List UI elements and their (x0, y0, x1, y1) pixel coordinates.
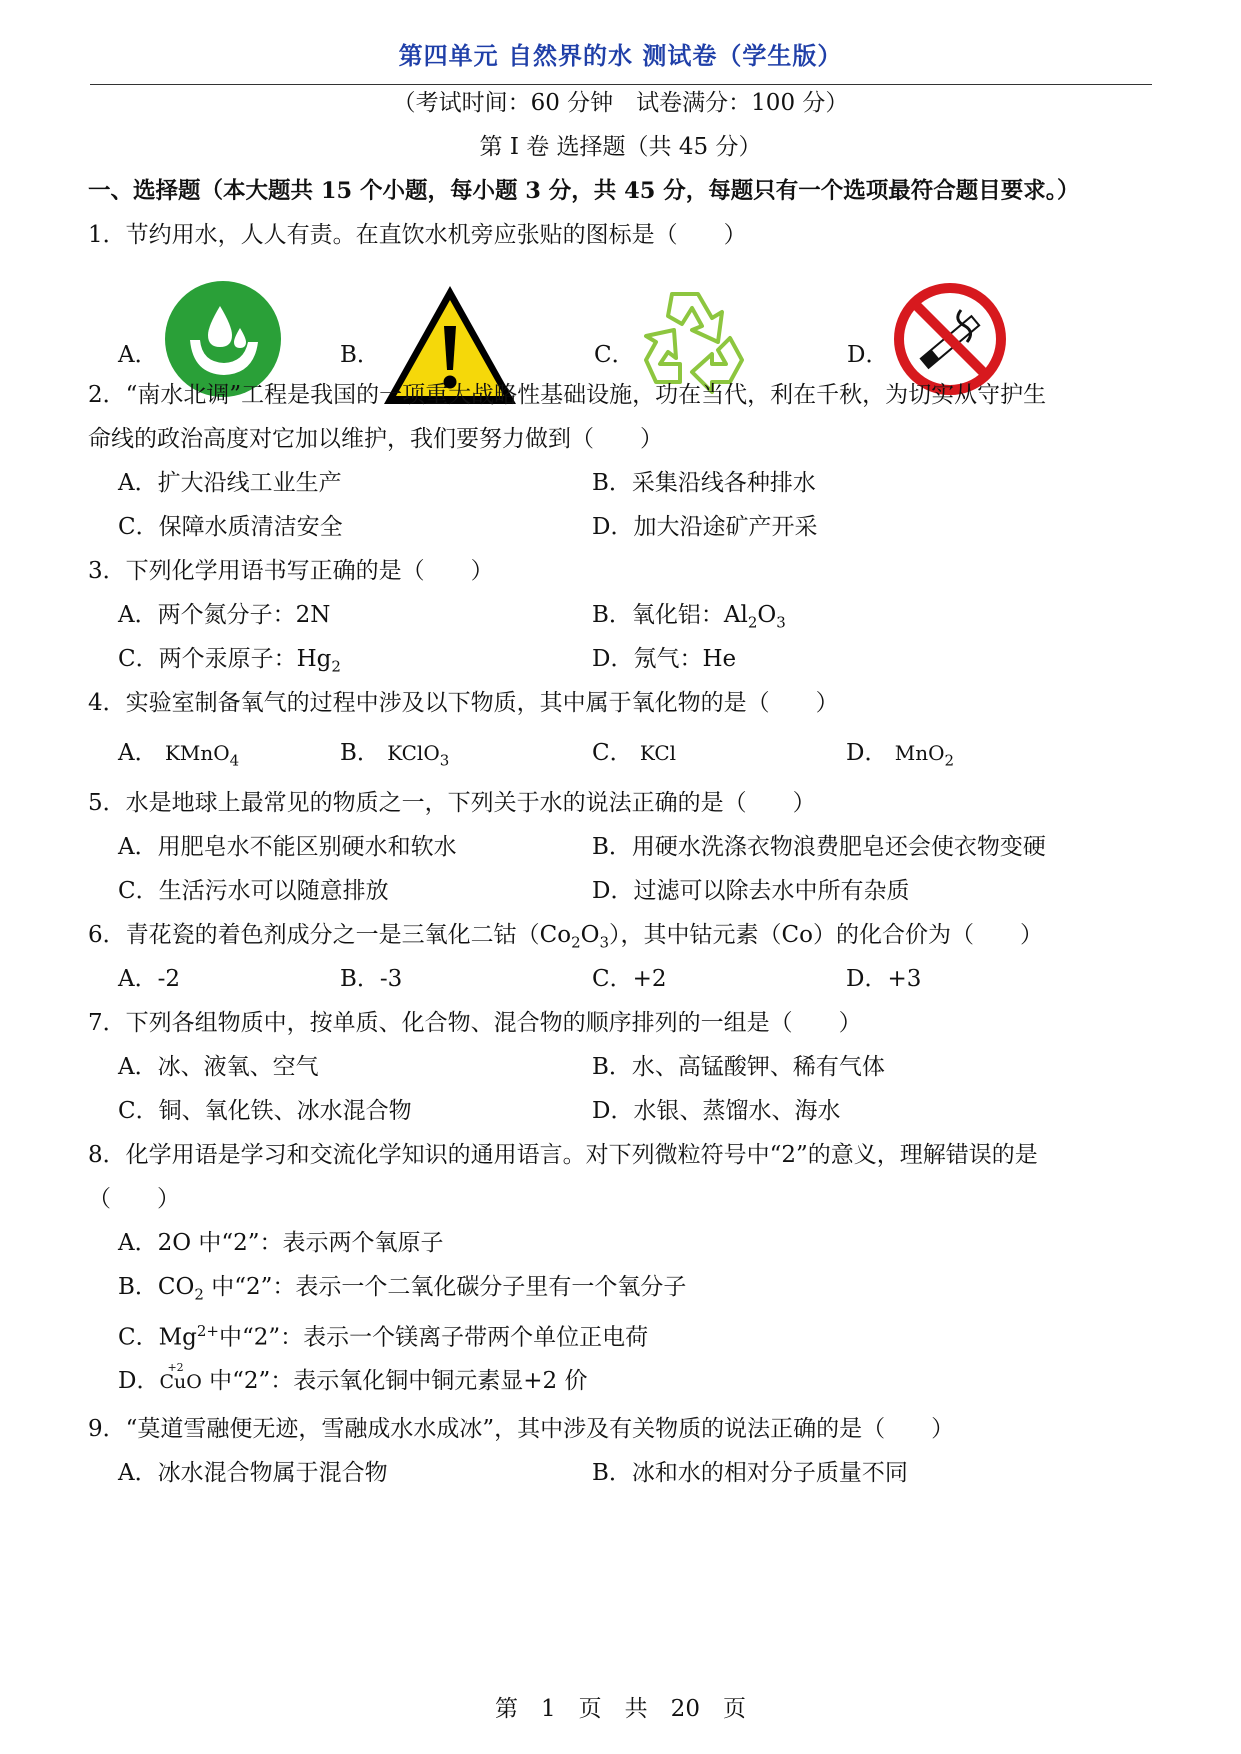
option-label: B． (340, 740, 380, 766)
exam-info: （考试时间：60 分钟 试卷满分：100 分） (392, 90, 849, 116)
question-7-option-d[interactable]: D．水银、蒸馏水、海水 (592, 1098, 841, 1124)
question-9-option-a[interactable]: A．冰水混合物属于混合物 (118, 1460, 388, 1486)
question-4-option-a[interactable] (118, 738, 239, 776)
question-6-option-c[interactable]: C．+2 (592, 966, 667, 992)
question-3-option-b[interactable] (592, 600, 786, 638)
subscript: 2 (747, 613, 758, 632)
subscript: 3 (599, 933, 610, 952)
question-8-stem-line1: 8．化学用语是学习和交流化学知识的通用语言。对下列微粒符号中“2”的意义，理解错误的是 (88, 1142, 1038, 1168)
option-formula: KClO (387, 741, 440, 765)
question-1-stem: 1．节约用水，人人有责。在直饮水机旁应张贴的图标是（ ） (88, 222, 747, 248)
question-9-stem: 9．“莫道雪融便无迹，雪融成水水成冰”，其中涉及有关物质的说法正确的是（ ） (88, 1416, 955, 1442)
option-label: C． (592, 740, 633, 766)
header-divider (90, 84, 1152, 85)
part-title: 第 I 卷 选择题（共 45 分） (479, 134, 762, 160)
question-6-option-a[interactable]: A．-2 (118, 966, 181, 992)
option-formula: KCl (639, 741, 677, 765)
option-label: D． (118, 1368, 160, 1394)
question-7-option-c[interactable]: C．铜、氧化铁、冰水混合物 (118, 1098, 412, 1124)
option-label: A． (118, 342, 158, 368)
recycle-icon (638, 280, 754, 396)
document-title: 第四单元 自然界的水 测试卷（学生版） (398, 42, 843, 70)
subscript: 2 (571, 933, 581, 952)
subscript: 2 (194, 1285, 204, 1304)
option-label: D． (846, 740, 888, 766)
question-9-option-b[interactable]: B．冰和水的相对分子质量不同 (592, 1460, 908, 1486)
question-2-option-b[interactable]: B．采集沿线各种排水 (592, 470, 816, 496)
option-text: B．氧化铝：Al (592, 602, 748, 628)
option-formula: KMnO (164, 741, 230, 765)
option-text: C．两个汞原子：Hg (118, 646, 332, 672)
question-3-option-a[interactable]: A．两个氮分子：2N (118, 602, 331, 628)
subscript: 3 (776, 613, 786, 632)
question-8-option-d[interactable] (118, 1361, 588, 1397)
superscript: 2+ (196, 1322, 219, 1340)
question-2-stem-line1: 2．“南水北调”工程是我国的一项重大战略性基础设施，功在当代，利在千秋，为切实从守护生 (88, 382, 1047, 408)
question-6-stem (88, 920, 1043, 958)
question-2-stem-line2: 命线的政治高度对它加以维护，我们要努力做到（ ） (88, 426, 663, 452)
question-4-stem: 4．实验室制备氧气的过程中涉及以下物质，其中属于氧化物的是（ ） (88, 690, 839, 716)
question-8-option-b[interactable] (118, 1272, 686, 1310)
question-5-option-a[interactable]: A．用肥皂水不能区别硬水和软水 (118, 834, 457, 860)
question-5-option-d[interactable]: D．过滤可以除去水中所有杂质 (592, 878, 910, 904)
question-2-option-d[interactable]: D．加大沿途矿产开采 (592, 514, 818, 540)
option-label: D． (847, 342, 889, 368)
subscript: 4 (229, 751, 240, 770)
valence-mark: +2 (167, 1361, 184, 1374)
option-text: 中“2”：表示一个镁离子带两个单位正电荷 (219, 1324, 649, 1351)
subscript: 3 (439, 751, 450, 770)
option-formula: MnO (894, 741, 945, 765)
subscript: 2 (331, 657, 341, 676)
valence-formula (159, 1361, 202, 1397)
question-6-option-b[interactable]: B．-3 (340, 966, 403, 992)
option-text: O (757, 602, 777, 628)
question-7-option-b[interactable]: B．水、高锰酸钾、稀有气体 (592, 1054, 885, 1080)
question-6-option-d[interactable]: D．+3 (846, 966, 922, 992)
question-8-option-c[interactable] (118, 1316, 648, 1353)
question-3-option-c[interactable] (118, 644, 341, 682)
option-label: C． (594, 342, 635, 368)
question-8-option-a[interactable]: A．2O 中“2”：表示两个氧原子 (118, 1230, 444, 1256)
stem-text: ），其中钴元素（Co）的化合价为（ ） (609, 922, 1043, 948)
question-5-option-b[interactable]: B．用硬水洗涤衣物浪费肥皂还会使衣物变硬 (592, 834, 1046, 860)
question-3-option-d[interactable]: D．氖气：He (592, 646, 737, 672)
subscript: 2 (944, 751, 955, 770)
question-2-option-c[interactable]: C．保障水质清洁安全 (118, 514, 343, 540)
question-7-option-a[interactable]: A．冰、液氧、空气 (118, 1054, 319, 1080)
formula: CuO (159, 1371, 202, 1393)
question-5-option-c[interactable]: C．生活污水可以随意排放 (118, 878, 389, 904)
option-text: C．Mg (118, 1324, 197, 1351)
stem-text: 6．青花瓷的着色剂成分之一是三氧化二钴（Co (88, 922, 572, 948)
option-text: 中“2”：表示一个二氧化碳分子里有一个氧分子 (203, 1274, 687, 1300)
option-text: 中“2”：表示氧化铜中铜元素显+2 价 (201, 1368, 588, 1394)
question-4-option-d[interactable] (846, 738, 954, 776)
section-title: 一、选择题（本大题共 15 个小题，每小题 3 分，共 45 分，每题只有一个选项最符合题目要求。） (88, 178, 1080, 204)
stem-text: O (580, 922, 600, 948)
option-label: B． (340, 342, 380, 368)
question-5-stem: 5．水是地球上最常见的物质之一，下列关于水的说法正确的是（ ） (88, 790, 816, 816)
question-2-option-a[interactable]: A．扩大沿线工业生产 (118, 470, 342, 496)
option-label: A． (118, 740, 158, 766)
question-4-option-c[interactable] (592, 738, 676, 768)
question-3-stem: 3．下列化学用语书写正确的是（ ） (88, 558, 494, 584)
question-4-option-b[interactable] (340, 738, 449, 776)
page-footer: 第 1 页 共 20 页 (495, 1696, 746, 1722)
question-8-stem-line2: （ ） (88, 1186, 180, 1212)
option-text: B．CO (118, 1274, 195, 1300)
question-7-stem: 7．下列各组物质中，按单质、化合物、混合物的顺序排列的一组是（ ） (88, 1010, 862, 1036)
